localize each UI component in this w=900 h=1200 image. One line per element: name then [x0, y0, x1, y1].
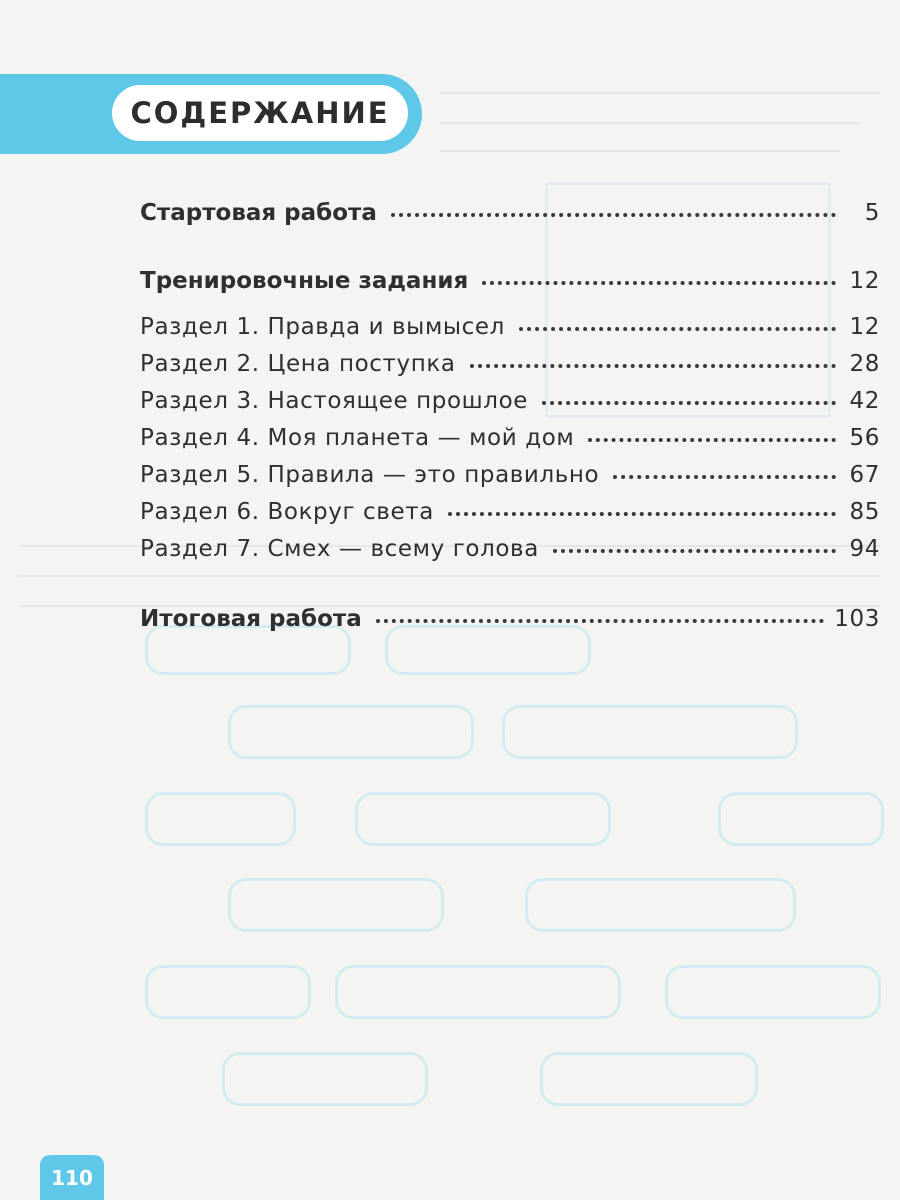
toc-entry-label: Раздел 3. Настоящее прошлое	[140, 388, 529, 414]
toc-entry-page: 42	[849, 388, 880, 414]
dot-leader	[448, 512, 836, 516]
toc-entry-label: Раздел 6. Вокруг света	[140, 499, 434, 525]
toc-entry-start-work[interactable]	[140, 190, 880, 226]
toc-entry-page: 85	[849, 499, 880, 525]
toc-entry-label: Раздел 1. Правда и вымысел	[140, 314, 505, 340]
toc-entry-section-4[interactable]	[140, 415, 880, 451]
toc-entry-label: Раздел 2. Цена поступка	[140, 351, 456, 377]
toc-entry-page: 12	[849, 314, 880, 340]
toc-entry-label: Раздел 7. Смех — всему голова	[140, 536, 539, 562]
toc-entry-section-5[interactable]	[140, 452, 880, 488]
toc-entry-page: 94	[849, 536, 880, 562]
toc-entry-section-7[interactable]	[140, 526, 880, 562]
dot-leader	[553, 549, 836, 553]
dot-leader	[482, 281, 836, 285]
dot-leader	[588, 438, 836, 442]
dot-leader	[376, 619, 825, 623]
toc-entry-training-tasks[interactable]	[140, 258, 880, 294]
toc-entry-page: 12	[849, 268, 880, 294]
dot-leader	[519, 327, 836, 331]
dot-leader	[613, 475, 836, 479]
toc-entry-section-1[interactable]	[140, 304, 880, 340]
toc-entry-page: 103	[834, 606, 880, 632]
toc-entry-page: 56	[849, 425, 880, 451]
toc-entry-label: Раздел 4. Моя планета — мой дом	[140, 425, 575, 451]
toc-entry-page: 5	[864, 200, 880, 226]
toc-entry-label: Раздел 5. Правила — это правильно	[140, 462, 600, 488]
toc-entry-label: Итоговая работа	[140, 606, 362, 632]
dot-leader	[542, 401, 836, 405]
toc-entry-page: 28	[849, 351, 880, 377]
toc-entry-section-6[interactable]	[140, 489, 880, 525]
toc-entry-page: 67	[849, 462, 880, 488]
toc-entry-label: Стартовая работа	[140, 200, 377, 226]
toc-entry-label: Тренировочные задания	[140, 268, 469, 294]
toc-entry-section-3[interactable]	[140, 378, 880, 414]
page-number: 110	[51, 1165, 93, 1190]
dot-leader	[391, 213, 836, 217]
toc-entry-final-work[interactable]	[140, 596, 880, 632]
dot-leader	[470, 364, 836, 368]
toc-entry-section-2[interactable]	[140, 341, 880, 377]
page-title: СОДЕРЖАНИЕ	[130, 96, 390, 130]
page-number-tab	[40, 1155, 104, 1200]
